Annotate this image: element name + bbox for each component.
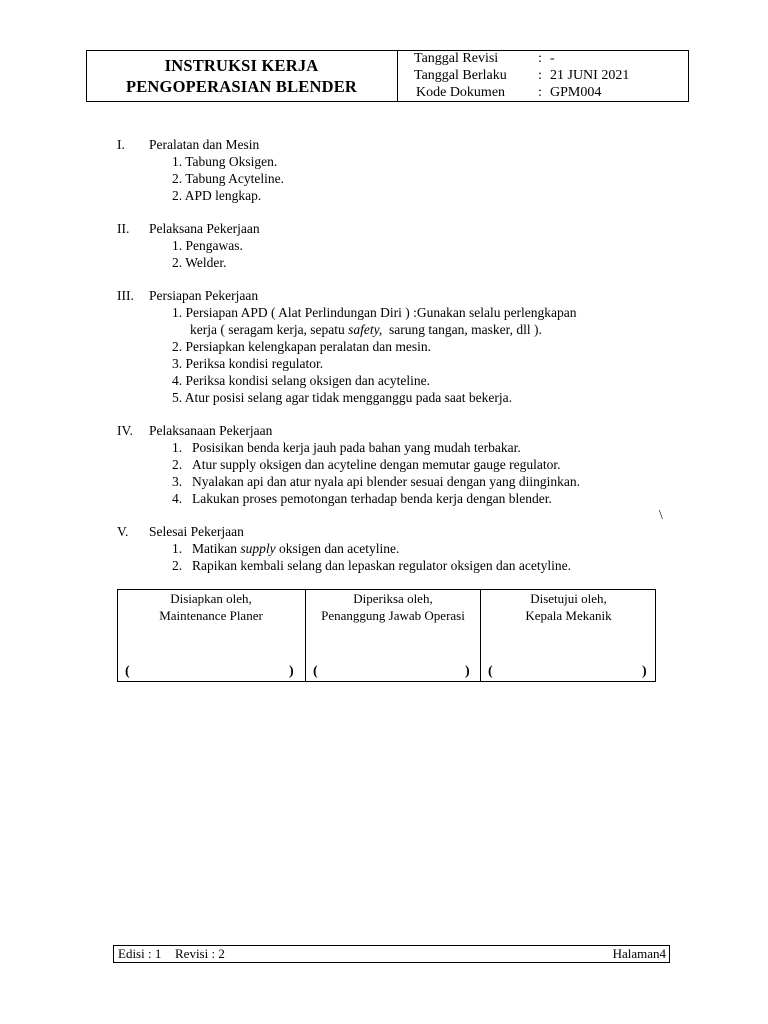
section-number: IV. [117, 423, 133, 438]
list-item: 2. Persiapkan kelengkapan peralatan dan mesin. [172, 339, 432, 354]
section-title: Persiapan Pekerjaan [149, 288, 259, 303]
list-item: 1. Pengawas. [172, 238, 243, 253]
signature-role: Disetujui oleh, [530, 591, 607, 606]
list-item: 5. Atur posisi selang agar tidak mengganggu pada saat bekerja. [172, 390, 513, 405]
signature-position: Kepala Mekanik [525, 607, 612, 623]
meta-colon: : [538, 68, 542, 83]
list-item: Lakukan proses pemotongan terhadap benda kerja dengan blender. [192, 491, 552, 506]
signature-role: Disiapkan oleh, [170, 591, 252, 606]
section-title: Pelaksana Pekerjaan [149, 221, 260, 236]
signature-checked [306, 589, 480, 682]
meta-key: Tanggal Revisi [414, 51, 499, 66]
italic-text: supply [240, 541, 276, 556]
list-item: 2. Tabung Acyteline. [172, 171, 285, 186]
footer-revision: Revisi : 2 [175, 946, 225, 961]
footer-page-number: Halaman4 [612, 946, 666, 961]
list-item: 2. Welder. [172, 255, 227, 270]
signature-prepared [117, 589, 305, 682]
meta-colon: : [538, 85, 542, 100]
section-number: II. [117, 221, 130, 236]
list-item-number: 2. [172, 457, 183, 472]
italic-text: safety, [348, 322, 383, 337]
list-item-number: 1. [172, 541, 183, 556]
meta-row-revision-date [414, 51, 555, 68]
text-run: oksigen dan acetyline. [275, 541, 400, 556]
section-title: Selesai Pekerjaan [149, 524, 244, 539]
text-run: Matikan [192, 541, 241, 556]
list-item-number: 3. [172, 474, 183, 489]
section-title: Peralatan dan Mesin [149, 137, 260, 152]
list-item-number: 2. [172, 558, 183, 573]
document-title-line-1: INSTRUKSI KERJA [164, 56, 319, 75]
meta-value: GPM004 [550, 85, 602, 100]
meta-key: Tanggal Berlaku [414, 68, 507, 83]
section-title: Pelaksanaan Pekerjaan [149, 423, 273, 438]
signature-close-paren: ) [465, 664, 470, 679]
list-item-number: 1. [172, 440, 183, 455]
signature-position: Maintenance Planer [159, 607, 263, 623]
document-title-block [86, 50, 398, 102]
footer-edition: Edisi : 1 [118, 946, 162, 961]
list-item-continuation [190, 322, 542, 339]
signature-open-paren: ( [313, 664, 318, 679]
meta-row-effective-date [414, 68, 629, 85]
signature-open-paren: ( [488, 664, 493, 679]
list-item: 1. Persiapan APD ( Alat Perlindungan Diri ) :Gunakan selalu perlengkapan [172, 305, 577, 320]
signature-role: Diperiksa oleh, [353, 591, 433, 606]
list-item: Posisikan benda kerja jauh pada bahan yang mudah terbakar. [192, 440, 521, 455]
meta-value: 21 JUNI 2021 [550, 68, 630, 83]
signature-close-paren: ) [642, 664, 647, 679]
list-item: Atur supply oksigen dan acyteline dengan memutar gauge regulator. [192, 457, 561, 472]
document-footer [113, 945, 670, 963]
signature-approved [481, 589, 656, 682]
document-title-line-2: PENGOPERASIAN BLENDER [125, 77, 358, 96]
signature-position: Penanggung Jawab Operasi [321, 607, 465, 623]
meta-colon: : [538, 51, 542, 66]
list-item: 4. Periksa kondisi selang oksigen dan acyteline. [172, 373, 430, 388]
list-item: 3. Periksa kondisi regulator. [172, 356, 324, 371]
list-item [192, 541, 399, 558]
section-number: I. [117, 137, 125, 152]
meta-row-document-code [416, 85, 601, 102]
meta-value: - [550, 51, 555, 66]
signature-open-paren: ( [125, 664, 130, 679]
section-number: V. [117, 524, 129, 539]
text-run: sarung tangan, masker, dll ). [382, 322, 542, 337]
list-item-number: 4. [172, 491, 183, 506]
list-item: Rapikan kembali selang dan lepaskan regulator oksigen dan acetyline. [192, 558, 571, 573]
stray-mark: \ [659, 507, 663, 522]
meta-key: Kode Dokumen [416, 85, 506, 100]
list-item: 1. Tabung Oksigen. [172, 154, 278, 169]
text-run: kerja ( seragam kerja, sepatu [190, 322, 349, 337]
list-item: Nyalakan api dan atur nyala api blender sesuai dengan yang diinginkan. [192, 474, 580, 489]
list-item: 2. APD lengkap. [172, 188, 262, 203]
section-number: III. [117, 288, 134, 303]
signature-close-paren: ) [289, 664, 294, 679]
